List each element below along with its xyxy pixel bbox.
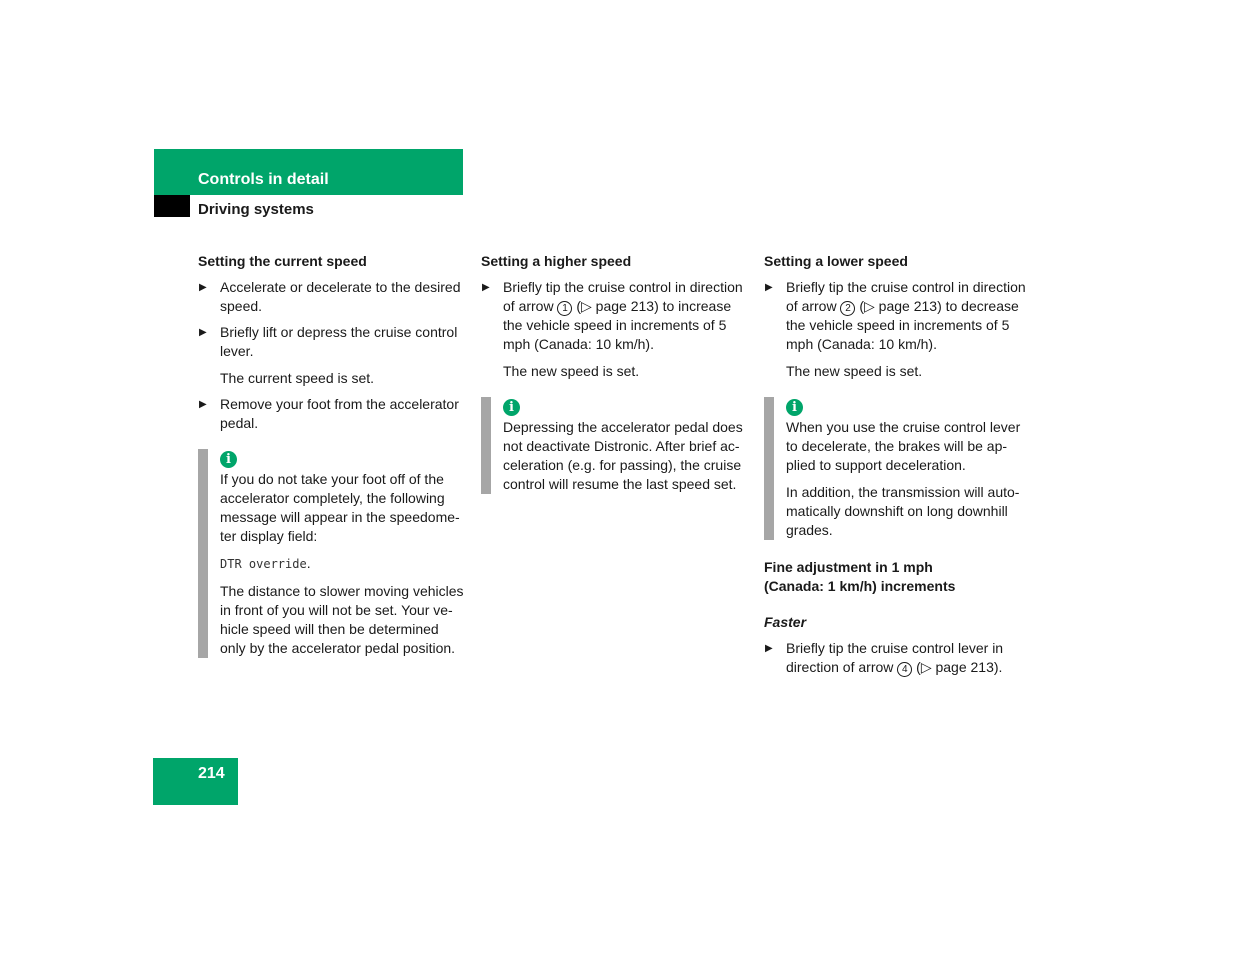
header-black-marker (154, 195, 190, 217)
heading-line: (Canada: 1 km/h) increments (764, 578, 956, 594)
column-higher-speed (481, 252, 749, 494)
column-lower-speed (764, 252, 1032, 677)
bullet-accelerate (198, 278, 466, 316)
info-note-deceleration (764, 397, 1032, 540)
info-note-distronic (481, 397, 749, 494)
bullet-text-b: (▷ page 213) to increase the vehicle speed in increments of 5 mph (Canada: 10 km/h). (503, 298, 732, 352)
bullet-lift-lever (198, 323, 466, 361)
triangle-bullet-icon: ▶ (482, 282, 490, 293)
result-text: The new speed is set. (786, 363, 923, 379)
bullet-text-b: (▷ page 213) to decrease the vehicle speed in increments of 5 mph (Canada: 10 km/h). (786, 298, 1019, 352)
note-text: When you use the cruise control lever to decelerate, the brakes will be ap-plied to support deceleration. (786, 419, 1021, 473)
triangle-bullet-icon: ▶ (199, 282, 207, 293)
note-code-line (220, 554, 466, 574)
page-number: 214 (198, 765, 225, 782)
code-suffix: . (306, 555, 311, 571)
bullet-text-b: (▷ page 213). (912, 659, 1003, 675)
bullet-increase-speed (481, 278, 749, 354)
triangle-bullet-icon: ▶ (765, 282, 773, 293)
result-text: The new speed is set. (503, 363, 640, 379)
section-title: Controls in detail (198, 171, 329, 188)
note-text: The distance to slower moving vehicles in front of you will not be set. Your ve-hicle speed will then be determined only by the accelerator pedal position. (220, 583, 464, 656)
info-icon: i (220, 451, 237, 468)
bullet-text-a: Briefly tip the cruise control in direction of arrow (503, 279, 743, 314)
result-text: The current speed is set. (220, 370, 375, 386)
note-bar (764, 397, 774, 540)
triangle-bullet-icon: ▶ (199, 327, 207, 338)
note-text: In addition, the transmission will auto-matically downshift on long downhill grades. (786, 484, 1020, 538)
bullet-remove-foot (198, 395, 466, 433)
arrow-number-2-icon: 2 (840, 301, 855, 316)
arrow-number-4-icon: 4 (897, 662, 912, 677)
note-bar (198, 449, 208, 658)
display-message: DTR override (220, 557, 307, 571)
arrow-number-1-icon: 1 (557, 301, 572, 316)
note-text: If you do not take your foot off of the accelerator completely, the following message will appear in the speedome-ter display field: (220, 471, 460, 544)
bullet-text: Remove your foot from the accelerator pedal. (220, 396, 459, 431)
note-text: Depressing the accelerator pedal does not deactivate Distronic. After brief ac-celeration (e.g. for passing), the cruise control will resume the last speed set. (503, 419, 743, 492)
triangle-bullet-icon: ▶ (765, 643, 773, 654)
subheading-faster: Faster (764, 614, 807, 630)
bullet-text: Briefly lift or depress the cruise control lever. (220, 324, 458, 359)
section-subtitle: Driving systems (198, 201, 314, 218)
heading-line: Fine adjustment in 1 mph (764, 559, 933, 575)
bullet-text: Accelerate or decelerate to the desired speed. (220, 279, 461, 314)
bullet-faster (764, 639, 1032, 677)
heading-fine-adjustment (764, 558, 1032, 596)
page-number-box (153, 758, 238, 805)
heading-current-speed: Setting the current speed (198, 253, 367, 269)
bullet-text-a: Briefly tip the cruise control in direction of arrow (786, 279, 1026, 314)
info-icon: i (786, 399, 803, 416)
info-icon: i (503, 399, 520, 416)
heading-higher-speed: Setting a higher speed (481, 253, 632, 269)
note-bar (481, 397, 491, 494)
bullet-text-a: Briefly tip the cruise control lever in direction of arrow (786, 640, 1004, 675)
info-note-dtr-override (198, 449, 466, 658)
heading-lower-speed: Setting a lower speed (764, 253, 908, 269)
triangle-bullet-icon: ▶ (199, 399, 207, 410)
column-current-speed (198, 252, 466, 658)
bullet-decrease-speed (764, 278, 1032, 354)
